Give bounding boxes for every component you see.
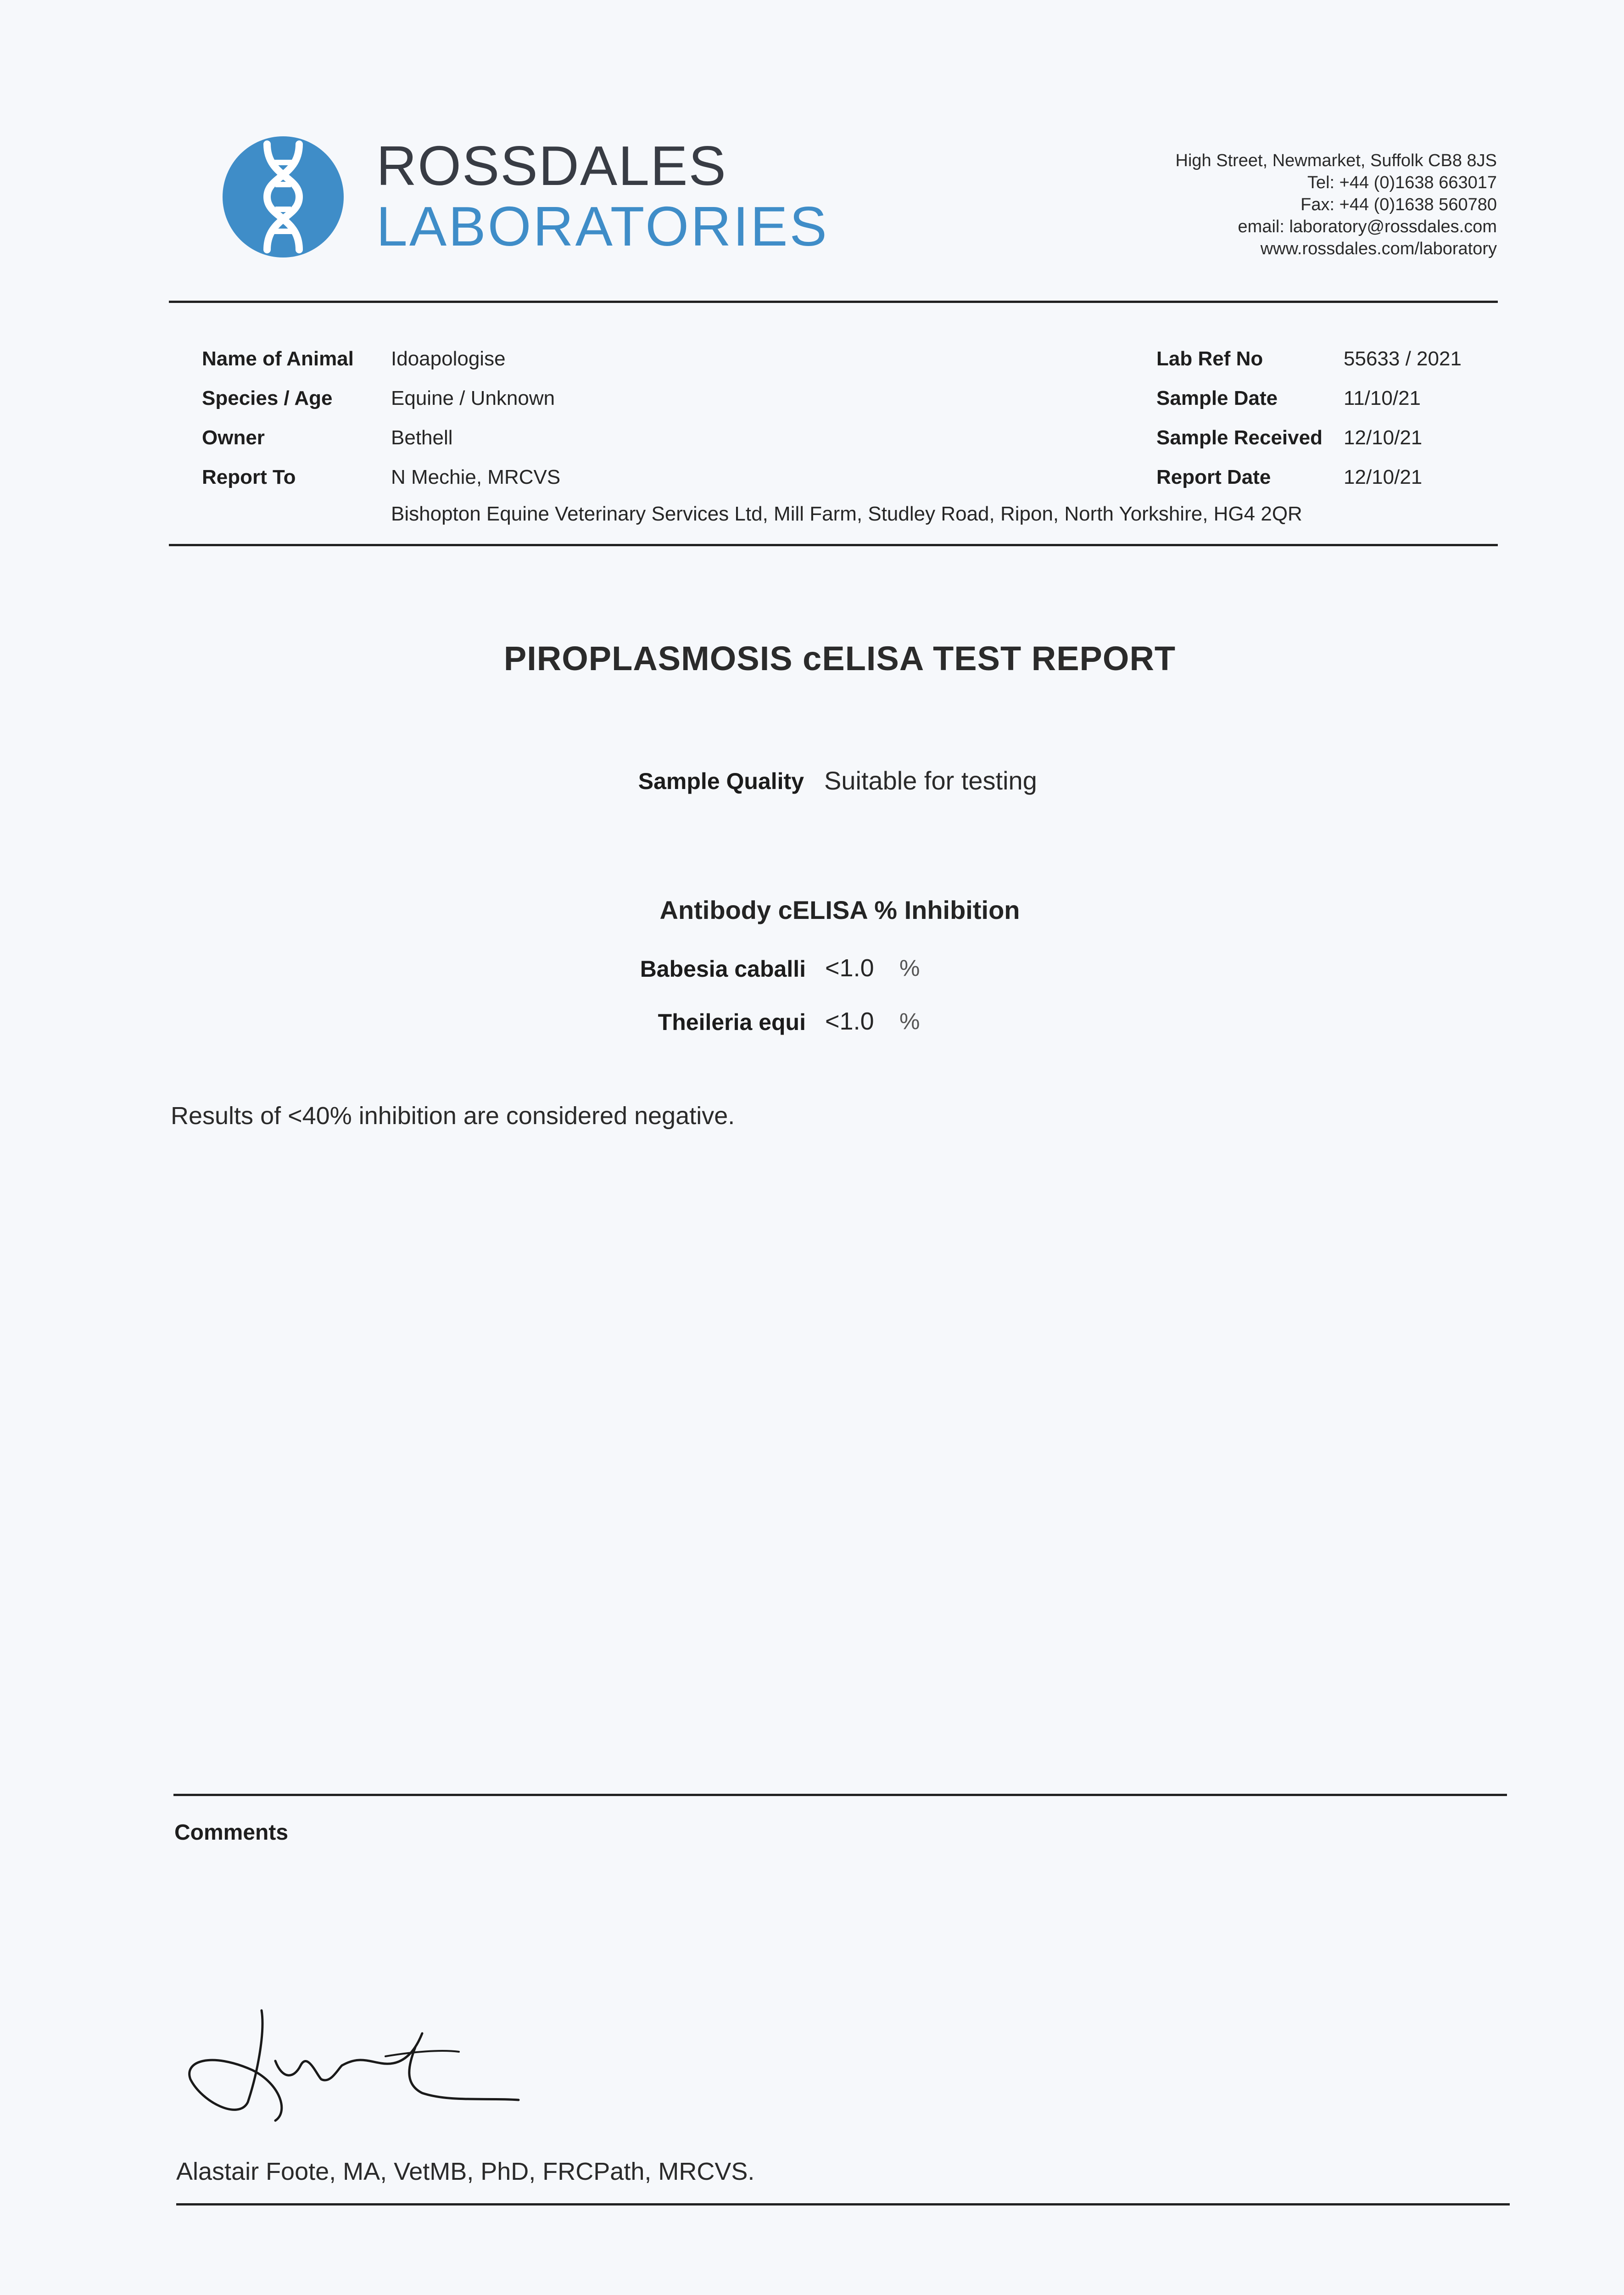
result-unit-theileria: % — [899, 1008, 920, 1034]
dna-helix-icon — [221, 135, 345, 259]
interpretation-note: Results of <40% inhibition are considered negative. — [171, 1102, 735, 1130]
antibody-section-title: Antibody cELISA % Inhibition — [659, 896, 1020, 924]
footer-divider — [176, 2203, 1510, 2205]
result-value-babesia: <1.0 — [825, 954, 874, 982]
sample-received-value: 12/10/21 — [1344, 426, 1423, 449]
owner-value: Bethell — [391, 426, 453, 449]
result-unit-babesia: % — [899, 955, 920, 981]
report-to-value: N Mechie, MRCVS — [391, 466, 561, 488]
brand-name-line2: LABORATORIES — [376, 195, 829, 257]
name-of-animal-value: Idoapologise — [391, 347, 506, 370]
lab-fax: Fax: +44 (0)1638 560780 — [1300, 195, 1497, 214]
lab-ref-label: Lab Ref No — [1156, 347, 1263, 370]
report-date-value: 12/10/21 — [1344, 466, 1423, 488]
report-title: PIROPLASMOSIS cELISA TEST REPORT — [503, 639, 1176, 677]
species-age-value: Equine / Unknown — [391, 387, 555, 409]
lab-ref-value: 55633 / 2021 — [1344, 347, 1462, 370]
lab-website: www.rossdales.com/laboratory — [1260, 239, 1497, 258]
result-label-babesia: Babesia caballi — [640, 956, 806, 982]
report-to-label: Report To — [202, 466, 296, 488]
brand-name-line1: ROSSDALES — [376, 134, 727, 197]
result-label-theileria: Theileria equi — [658, 1009, 806, 1035]
details-divider — [169, 544, 1498, 546]
species-age-label: Species / Age — [202, 387, 333, 409]
sample-quality-label: Sample Quality — [638, 768, 804, 794]
owner-label: Owner — [202, 426, 265, 449]
signatory-name: Alastair Foote, MA, VetMB, PhD, FRCPath, MRCVS. — [176, 2158, 755, 2185]
header-divider — [169, 301, 1498, 303]
lab-address: High Street, Newmarket, Suffolk CB8 8JS — [1175, 151, 1497, 170]
report-to-address: Bishopton Equine Veterinary Services Ltd, Mill Farm, Studley Road, Ripon, North Yorkshire, HG4 2QR — [391, 503, 1302, 525]
sample-date-label: Sample Date — [1156, 387, 1278, 409]
sample-received-label: Sample Received — [1156, 426, 1323, 449]
result-value-theileria: <1.0 — [825, 1008, 874, 1035]
report-date-label: Report Date — [1156, 466, 1271, 488]
comments-divider — [173, 1794, 1507, 1796]
comments-label: Comments — [174, 1820, 289, 1845]
signature-image — [184, 2006, 532, 2134]
lab-contact-block — [1084, 150, 1497, 260]
lab-email: email: laboratory@rossdales.com — [1238, 217, 1497, 236]
lab-tel: Tel: +44 (0)1638 663017 — [1307, 173, 1497, 192]
name-of-animal-label: Name of Animal — [202, 347, 354, 370]
sample-quality-value: Suitable for testing — [824, 766, 1037, 795]
sample-date-value: 11/10/21 — [1344, 387, 1421, 409]
